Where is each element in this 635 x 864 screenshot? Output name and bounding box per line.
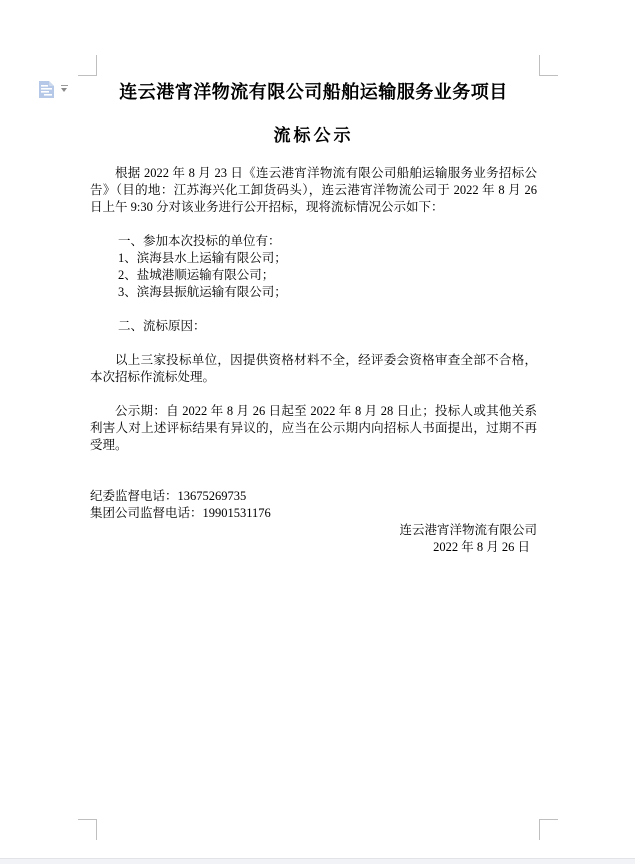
notice-period-paragraph: 公示期：自 2022 年 8 月 26 日起至 2022 年 8 月 28 日止；投标人或其他关系利害人对上述评标结果有异议的，应当在公示期内向招标人书面提出，过期不再受理。 [90,404,537,452]
contact-phone-line-1: 纪委监督电话：13675269735 [90,489,247,503]
chevron-down-icon[interactable] [60,84,69,92]
signature-company: 连云港宵洋物流有限公司 [399,523,537,537]
crop-mark-bottom-left [78,819,97,840]
bidder-item: 3、滨海县振航运输有限公司； [118,285,287,299]
crop-mark-top-left [78,55,97,76]
contact-phone-line-2: 集团公司监督电话：19901531176 [90,506,271,520]
signature-date: 2022 年 8 月 26 日 [433,540,530,554]
status-bar-edge [0,858,635,864]
section1-heading: 一、参加本次投标的单位有： [118,234,281,248]
crop-mark-top-right [539,55,558,76]
document-title: 连云港宵洋物流有限公司船舶运输服务业务项目 [119,82,508,102]
paste-options-button[interactable] [38,78,76,100]
document-subtitle: 流标公示 [273,126,354,145]
document-body [90,81,537,556]
intro-paragraph: 根据 2022 年 8 月 23 日《连云港宵洋物流有限公司船舶运输服务业务招标公告》（目的地：江苏海兴化工卸货码头），连云港宵洋物流公司于 2022 年 8 月 26 日上午 9:30 分对该业务进行公开招标，现将流标情况公示如下： [90,166,537,214]
bidder-item: 2、盐城港顺运输有限公司； [118,268,275,282]
reason-paragraph: 以上三家投标单位，因提供资格材料不全，经评委会资格审查全部不合格，本次招标作流标处理。 [90,353,537,384]
bidder-item: 1、滨海县水上运输有限公司； [118,251,287,265]
crop-mark-bottom-right [539,819,558,840]
paste-options-icon [38,80,55,99]
section2-heading: 二、流标原因： [118,319,206,333]
